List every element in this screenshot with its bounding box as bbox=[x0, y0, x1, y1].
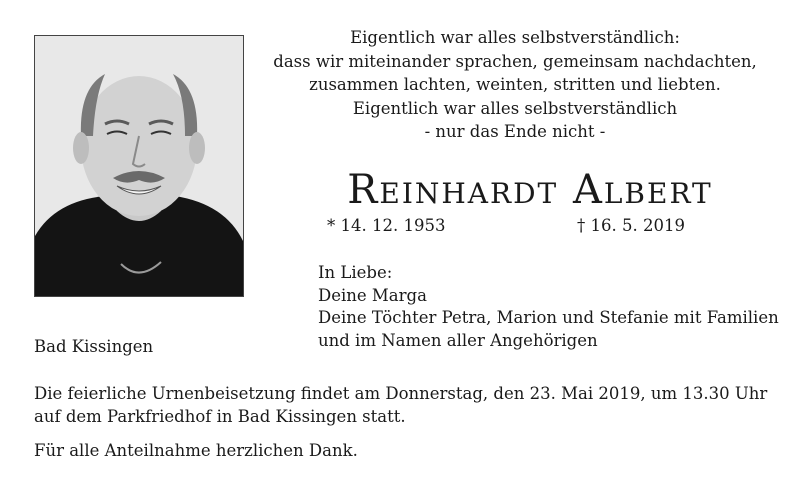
poem-line: dass wir miteinander sprachen, gemeinsam nachdachten, bbox=[273, 51, 757, 71]
mourners-line: und im Namen aller Angehörigen bbox=[318, 330, 598, 350]
mourners-list bbox=[318, 262, 779, 352]
poem-line: - nur das Ende nicht - bbox=[424, 122, 606, 141]
thanks-line: Für alle Anteilnahme herzlichen Dank. bbox=[34, 441, 358, 460]
ceremony-line: Die feierliche Urnenbeisetzung findet am Donnerstag, den 23. Mai 2019, um 13.30 Uhr bbox=[34, 384, 768, 403]
birth-date: * 14. 12. 1953 bbox=[327, 216, 446, 235]
poem-line: Eigentlich war alles selbstverständlich bbox=[352, 98, 678, 118]
ceremony-announcement bbox=[34, 382, 784, 428]
deceased-name: Reinhardt Albert bbox=[347, 167, 713, 213]
mourners-line: Deine Töchter Petra, Marion und Stefanie mit Familien bbox=[318, 308, 779, 327]
death-date: † 16. 5. 2019 bbox=[577, 216, 685, 235]
mourners-line: Deine Marga bbox=[318, 285, 427, 305]
place-of-residence: Bad Kissingen bbox=[34, 337, 154, 356]
poem-line: Eigentlich war alles selbstverständlich: bbox=[350, 28, 680, 47]
portrait-photo bbox=[34, 35, 244, 297]
mourners-line: In Liebe: bbox=[318, 263, 393, 282]
memorial-poem bbox=[240, 26, 790, 144]
poem-line: zusammen lachten, weinten, stritten und liebten. bbox=[309, 75, 721, 94]
ceremony-line: auf dem Parkfriedhof in Bad Kissingen statt. bbox=[34, 407, 406, 426]
